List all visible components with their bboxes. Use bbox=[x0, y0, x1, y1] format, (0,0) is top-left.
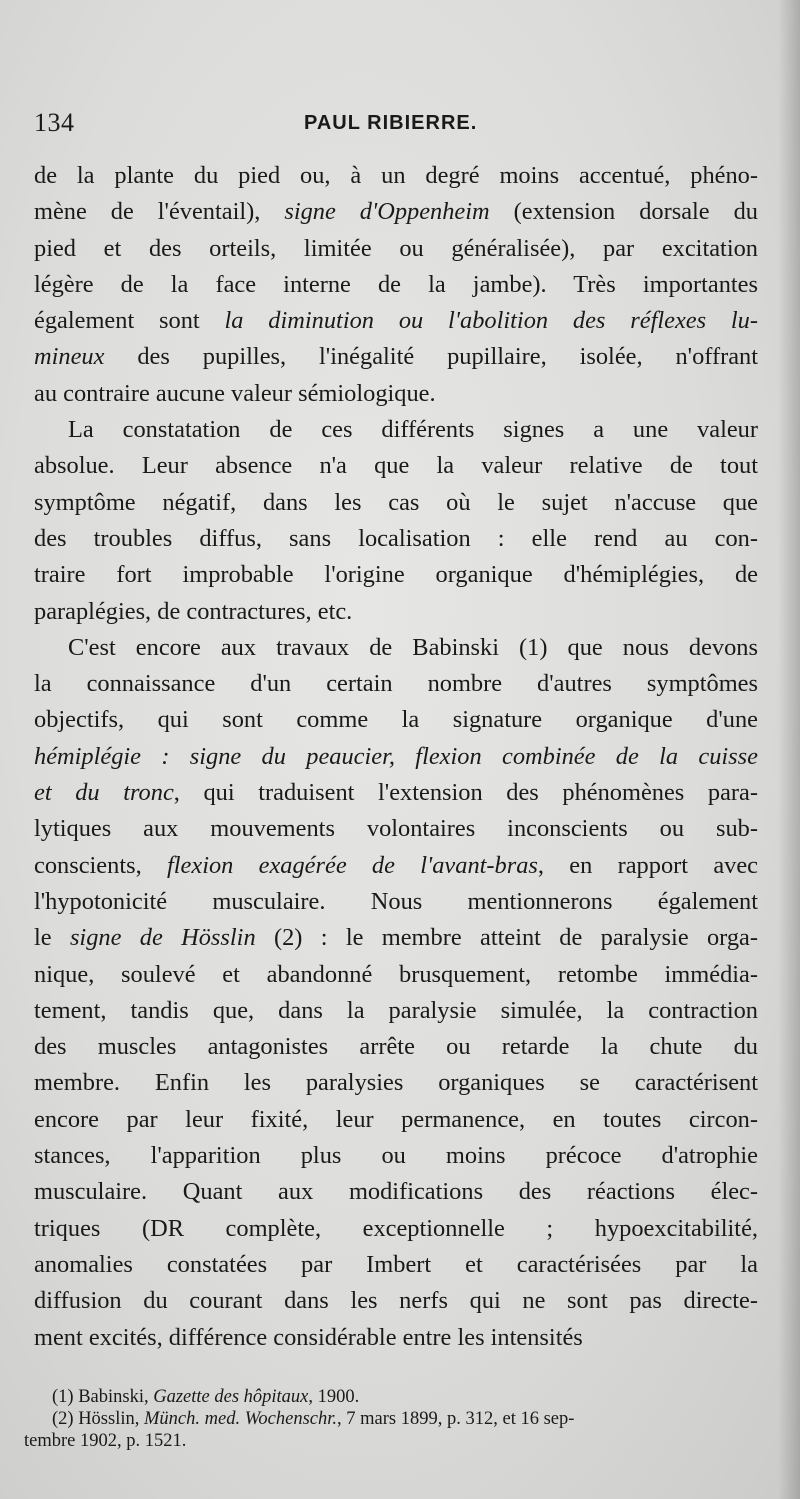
footnote-line: tembre 1902, p. 1521. bbox=[24, 1431, 187, 1451]
text-line: des muscles antagonistes arrête ou retarde la chute du bbox=[34, 1033, 758, 1061]
text-line: anomalies constatées par Imbert et caractérisées par la bbox=[34, 1250, 758, 1278]
text-line: au contraire aucune valeur sémiologique. bbox=[34, 379, 436, 407]
text-line: musculaire. Quant aux modifications des réactions élec- bbox=[34, 1178, 758, 1206]
text-line: mineux des pupilles, l'inégalité pupillaire, isolée, n'offrant bbox=[34, 343, 758, 371]
text-line: et du tronc, qui traduisent l'extension des phénomènes para- bbox=[34, 779, 758, 807]
text-line: mène de l'éventail), signe d'Oppenheim (extension dorsale du bbox=[34, 198, 758, 226]
text-line: également sont la diminution ou l'abolition des réflexes lu- bbox=[34, 307, 758, 335]
text-line: de la plante du pied ou, à un degré moins accentué, phéno- bbox=[34, 162, 758, 189]
text-line: l'hypotonicité musculaire. Nous mentionnerons également bbox=[34, 887, 758, 915]
text-line: diffusion du courant dans les nerfs qui ne sont pas directe- bbox=[34, 1287, 758, 1315]
text-line: La constatation de ces différents signes a une valeur bbox=[68, 416, 758, 444]
text-line: le signe de Hösslin (2) : le membre atteint de paralysie orga- bbox=[34, 924, 759, 952]
text-line: la connaissance d'un certain nombre d'autres symptômes bbox=[34, 670, 758, 698]
text-line: légère de la face interne de la jambe). Très importantes bbox=[34, 270, 758, 298]
text-line: pied et des orteils, limitée ou généralisée), par excitation bbox=[34, 234, 758, 262]
text-line: hémiplégie : signe du peaucier, flexion combinée de la cuisse bbox=[34, 742, 758, 770]
page-edge-shadow bbox=[778, 0, 800, 1499]
text-line: tement, tandis que, dans la paralysie simulée, la contraction bbox=[34, 996, 758, 1024]
footnote-line: (1) Babinski, Gazette des hôpitaux, 1900. bbox=[52, 1387, 360, 1407]
text-line: traire fort improbable l'origine organique d'hémiplégies, de bbox=[34, 561, 758, 589]
page-number: 134 bbox=[34, 108, 75, 137]
text-line: C'est encore aux travaux de Babinski (1) que nous devons bbox=[68, 633, 758, 661]
text-line: triques (DR complète, exceptionnelle ; hypoexcitabilité, bbox=[34, 1214, 758, 1242]
text-line: encore par leur fixité, leur permanence, en toutes circon- bbox=[34, 1105, 758, 1133]
text-line: des troubles diffus, sans localisation : elle rend au con- bbox=[34, 524, 758, 552]
footnotes bbox=[24, 1386, 764, 1452]
text-line: lytiques aux mouvements volontaires inconscients ou sub- bbox=[34, 815, 758, 843]
page-header bbox=[34, 108, 758, 148]
text-line: paraplégies, de contractures, etc. bbox=[34, 597, 353, 625]
text-line: stances, l'apparition plus ou moins précoce d'atrophie bbox=[34, 1142, 758, 1170]
body-text bbox=[34, 158, 758, 1356]
text-line: symptôme négatif, dans les cas où le sujet n'accuse que bbox=[34, 488, 758, 516]
footnote-line: (2) Hösslin, Münch. med. Wochenschr., 7 mars 1899, p. 312, et 16 sep- bbox=[52, 1409, 575, 1429]
text-line: membre. Enfin les paralysies organiques se caractérisent bbox=[34, 1069, 758, 1097]
text-line: ment excités, différence considérable entre les intensités bbox=[34, 1323, 583, 1351]
text-line: absolue. Leur absence n'a que la valeur relative de tout bbox=[34, 452, 758, 480]
running-head: PAUL RIBIERRE. bbox=[304, 112, 478, 134]
text-line: nique, soulevé et abandonné brusquement, retombe immédia- bbox=[34, 960, 758, 988]
text-line: objectifs, qui sont comme la signature organique d'une bbox=[34, 706, 758, 734]
text-line: conscients, flexion exagérée de l'avant-bras, en rapport avec bbox=[34, 851, 758, 879]
